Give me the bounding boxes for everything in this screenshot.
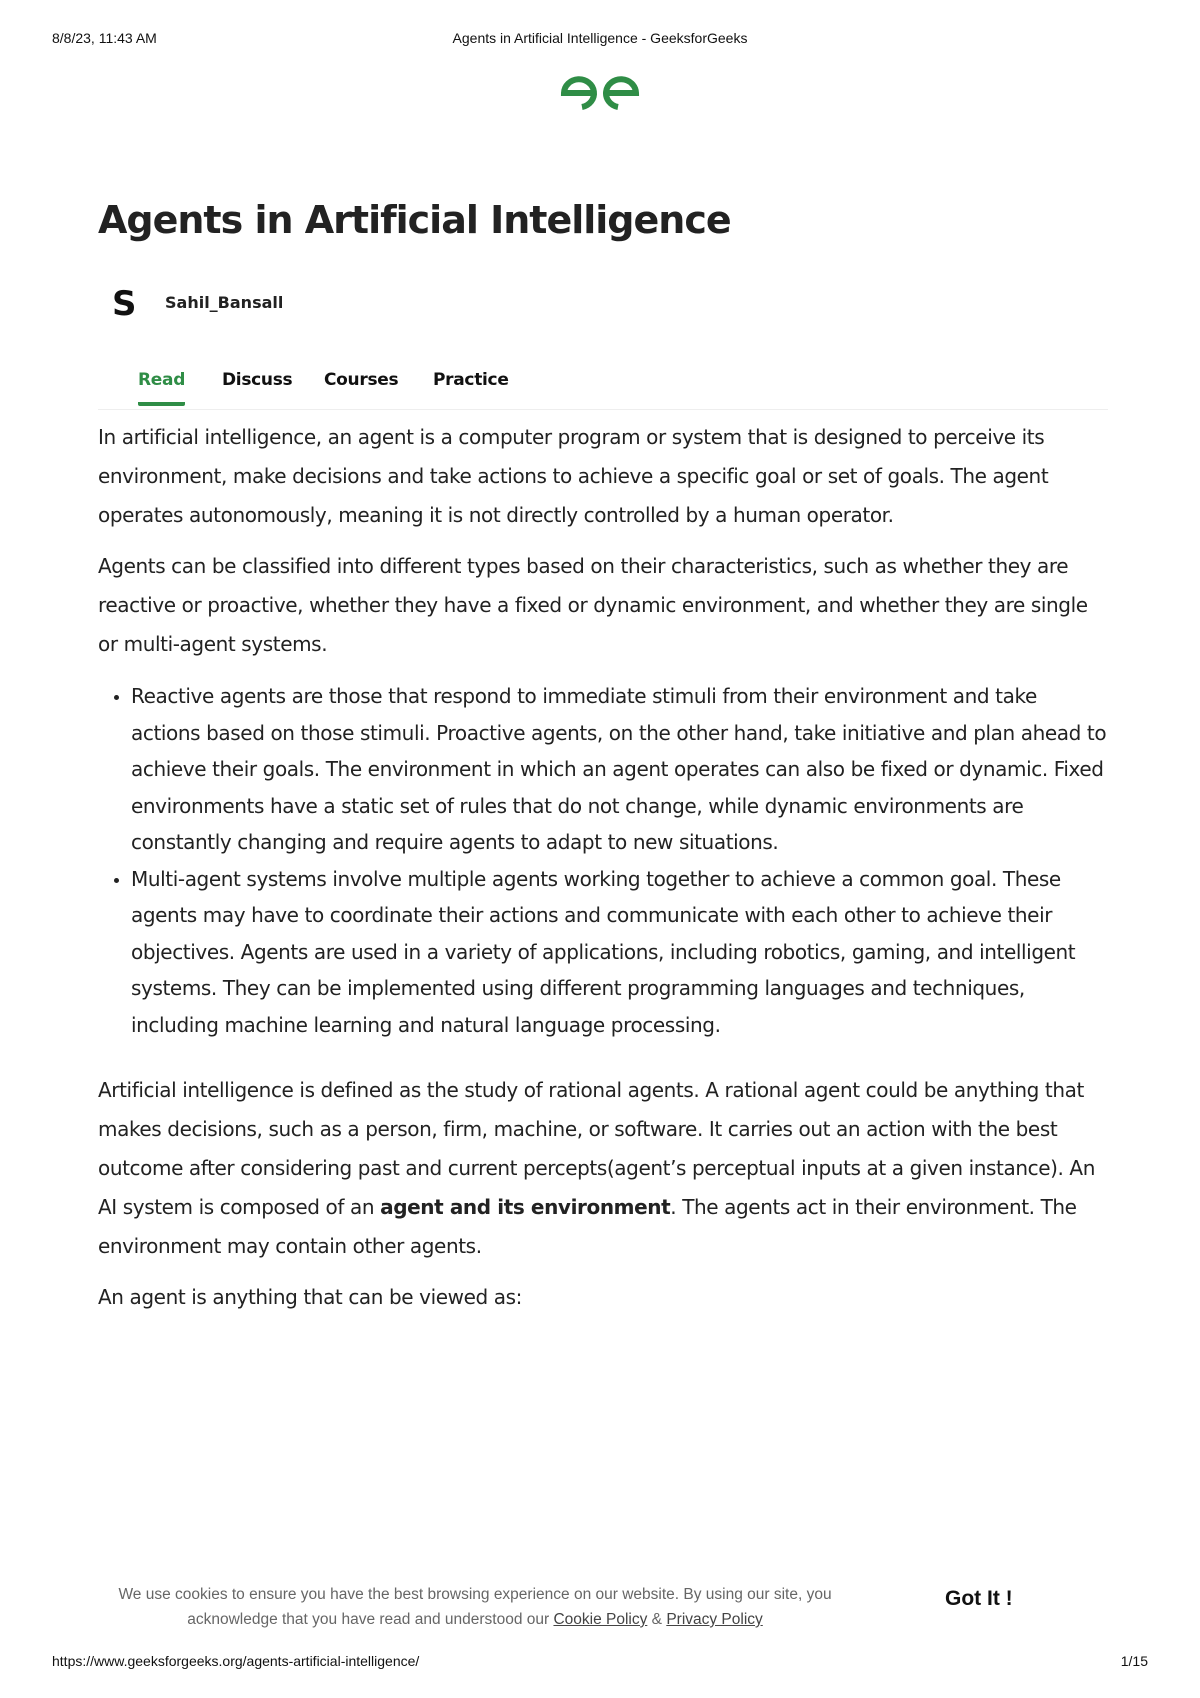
bold-text: agent and its environment	[380, 1195, 671, 1219]
tab-discuss[interactable]: Discuss	[222, 370, 293, 390]
bullet-list	[98, 678, 1110, 1043]
paragraph: An agent is anything that can be viewed as:	[98, 1285, 522, 1309]
paragraph: Agents can be classified into different types based on their characteristics, such as whether they are reactive or proactive, whether they have a fixed or dynamic environment, and whether they are single or multi-agent systems.	[98, 554, 1088, 656]
paragraph	[98, 1071, 1110, 1266]
paragraph-text: Artificial intelligence is defined as the study of rational agents. A rational agent could be anything that makes decisions, such as a person, firm, machine, or software. It carries out an action with the best outcome after considering past and current percepts(agent’s perceptual inputs at a given instance). An AI system is composed of an	[98, 1078, 1095, 1219]
privacy-policy-link[interactable]: Privacy Policy	[666, 1611, 763, 1628]
print-footer	[52, 1653, 1148, 1671]
author-avatar: S	[112, 284, 137, 324]
cookie-text: We use cookies to ensure you have the best browsing experience on our website. By using our site, you acknowledge that you have read and understood our	[118, 1586, 832, 1628]
print-header	[52, 30, 1148, 48]
gfg-logo-icon	[560, 74, 640, 112]
paragraph-text: . The agents act in their environment. The environment may contain other agents.	[98, 1195, 1077, 1258]
tab-read[interactable]: Read	[138, 370, 185, 406]
cookie-banner	[0, 1582, 1200, 1642]
paragraph: In artificial intelligence, an agent is a computer program or system that is designed to perceive its environment, make decisions and take actions to achieve a specific goal or set of goals. The agent operates autonomously, meaning it is not directly controlled by a human operator.	[98, 425, 1049, 527]
tab-courses[interactable]: Courses	[324, 370, 399, 390]
cookie-policy-link[interactable]: Cookie Policy	[553, 1611, 648, 1628]
print-url: https://www.geeksforgeeks.org/agents-artificial-intelligence/	[52, 1653, 420, 1669]
print-datetime: 8/8/23, 11:43 AM	[52, 30, 157, 46]
cookie-separator: &	[647, 1611, 667, 1628]
got-it-button[interactable]: Got It !	[945, 1587, 1013, 1610]
article-tabs	[98, 361, 1108, 410]
article-body	[98, 418, 1110, 1329]
list-item: • Multi-agent systems involve multiple agents working together to achieve a common goal. These agents may have to coordinate their actions and communicate with each other to achieve their objectives. Agents are used in a variety of applications, including robotics, gaming, and intelligent systems. They can be implemented using different programming languages and techniques, including machine learning and natural language processing.	[131, 861, 1110, 1044]
cookie-message	[100, 1582, 850, 1632]
site-logo[interactable]	[0, 74, 1200, 116]
list-item: • Reactive agents are those that respond to immediate stimuli from their environment and take actions based on those stimuli. Proactive agents, on the other hand, take initiative and plan ahead to achieve their goals. The environment in which an agent operates can also be fixed or dynamic. Fixed environments have a static set of rules that do not change, while dynamic environments are constantly changing and require agents to adapt to new situations.	[131, 678, 1110, 861]
author-name[interactable]: Sahil_Bansall	[165, 293, 284, 312]
print-page-title: Agents in Artificial Intelligence - GeeksforGeeks	[452, 30, 748, 46]
print-page-number: 1/15	[1120, 1653, 1148, 1669]
article-title: Agents in Artificial Intelligence	[98, 198, 731, 242]
tab-practice[interactable]: Practice	[433, 370, 509, 390]
